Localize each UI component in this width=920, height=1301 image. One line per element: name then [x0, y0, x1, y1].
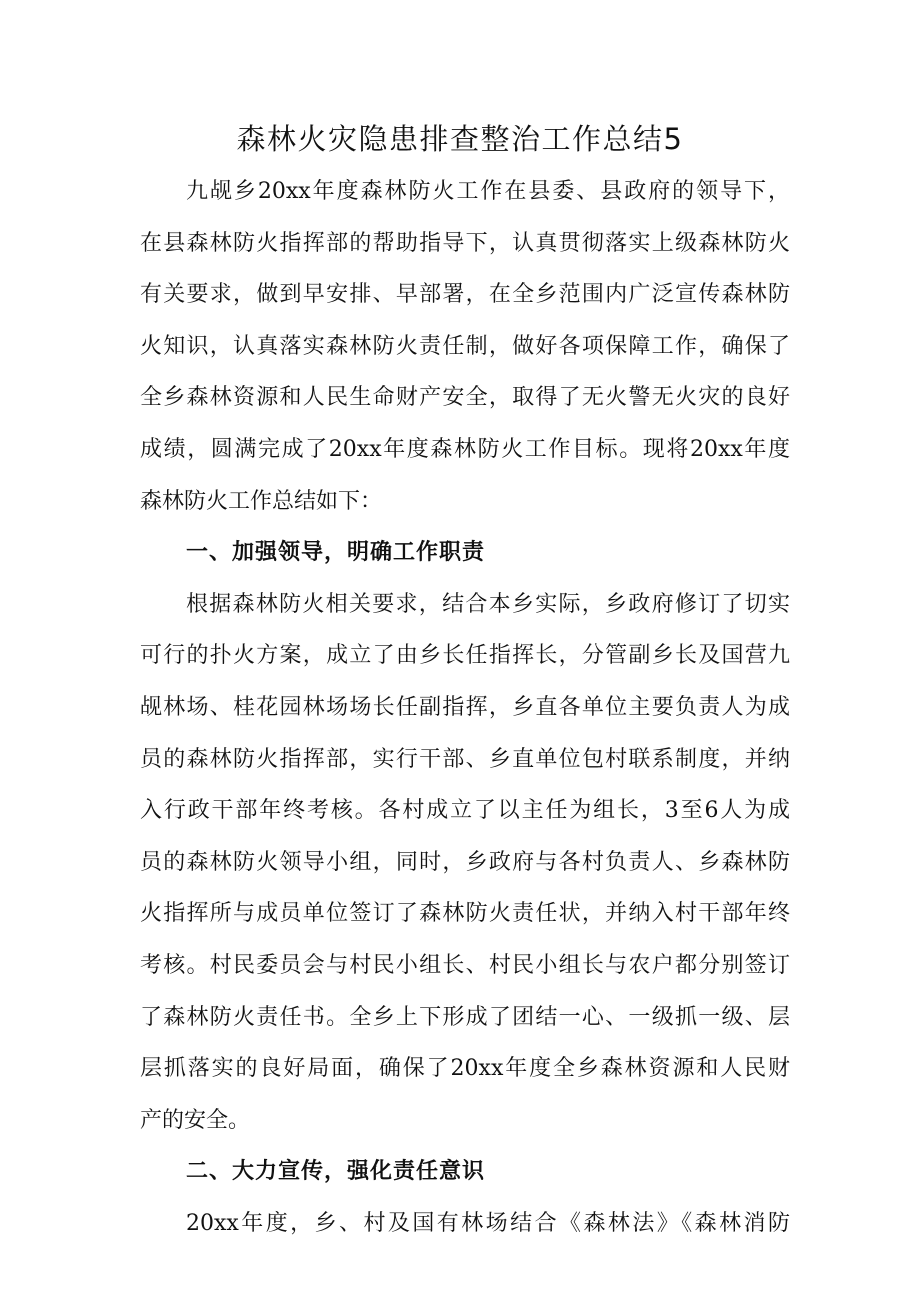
section-heading-2: 二、大力宣传，强化责任意识	[186, 1159, 486, 1185]
paragraph-line: 在县森林防火指挥部的帮助指导下，认真贯彻落实上级森林防火	[140, 230, 790, 256]
paragraph-line: 觇林场、桂花园林场场长任副指挥，乡直各单位主要负责人为成	[140, 694, 790, 720]
paragraph-line: 成绩，圆满完成了20xx年度森林防火工作目标。现将20xx年度	[140, 436, 790, 462]
paragraph-line: 员的森林防火领导小组，同时，乡政府与各村负责人、乡森林防	[140, 849, 790, 875]
paragraph-line: 20xx年度，乡、村及国有林场结合《森林法》《森林消防	[186, 1210, 790, 1236]
paragraph-line: 森林防火工作总结如下：	[140, 488, 383, 514]
document-body	[140, 166, 790, 1249]
paragraph-line: 层抓落实的良好局面，确保了20xx年度全乡森林资源和人民财	[140, 1056, 790, 1082]
document-title: 森林火灾隐患排查整治工作总结5	[236, 122, 684, 156]
paragraph-line: 根据森林防火相关要求，结合本乡实际，乡政府修订了切实	[186, 591, 790, 617]
paragraph-line: 了森林防火责任书。全乡上下形成了团结一心、一级抓一级、层	[140, 1004, 790, 1030]
paragraph-line: 全乡森林资源和人民生命财产安全，取得了无火警无火灾的良好	[140, 385, 790, 411]
paragraph-line: 产的安全。	[140, 1107, 251, 1133]
paragraph-line: 员的森林防火指挥部，实行干部、乡直单位包村联系制度，并纳	[140, 746, 790, 772]
paragraph-line: 可行的扑火方案，成立了由乡长任指挥长，分管副乡长及国营九	[140, 643, 790, 669]
paragraph-line: 考核。村民委员会与村民小组长、村民小组长与农户都分别签订	[140, 952, 790, 978]
paragraph-line: 火知识，认真落实森林防火责任制，做好各项保障工作，确保了	[140, 333, 790, 359]
paragraph-line: 入行政干部年终考核。各村成立了以主任为组长，3至6人为成	[140, 798, 790, 824]
paragraph-line: 火指挥所与成员单位签订了森林防火责任状，并纳入村干部年终	[140, 901, 790, 927]
paragraph-line: 九觇乡20xx年度森林防火工作在县委、县政府的领导下，	[186, 179, 790, 204]
paragraph-line: 有关要求，做到早安排、早部署，在全乡范围内广泛宣传森林防	[140, 282, 790, 308]
section-heading-1: 一、加强领导，明确工作职责	[186, 540, 486, 566]
